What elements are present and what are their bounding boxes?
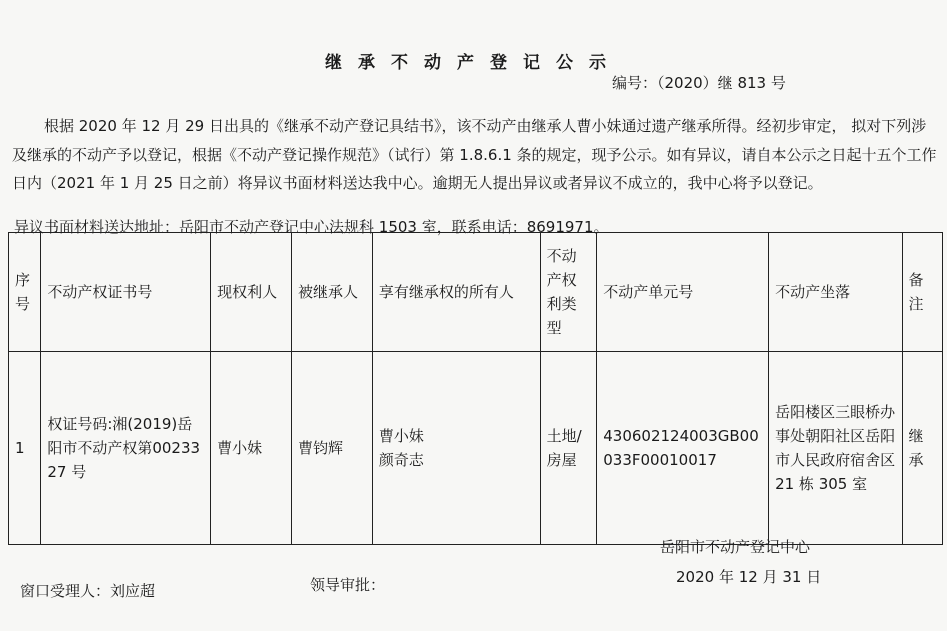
cell-holder: 曹小妹 bbox=[211, 352, 292, 545]
cell-right-type: 土地/房屋 bbox=[540, 352, 597, 545]
header-right-type: 不动产权利类型 bbox=[540, 233, 597, 352]
header-unit-no: 不动产单元号 bbox=[597, 233, 769, 352]
issue-date: 2020 年 12 月 31 日 bbox=[676, 568, 822, 586]
document-number: 编号：（2020）继 813 号 bbox=[612, 74, 786, 92]
objection-address: 异议书面材料送达地址：岳阳市不动产登记中心法规科 1503 室，联系电话：8691971。 bbox=[14, 218, 609, 236]
header-cert-no: 不动产权证书号 bbox=[41, 233, 211, 352]
document-title: 继承不动产登记公示 bbox=[325, 53, 622, 73]
cell-remark: 继承 bbox=[902, 352, 943, 545]
header-location: 不动产坐落 bbox=[769, 233, 902, 352]
announcement-body: 根据 2020 年 12 月 29 日出具的《继承不动产登记具结书》，该不动产由继承人曹小妹通过遗产继承所得。经初步审定， 拟对下列涉及继承的不动产予以登记，根据《不动产登记操作规范》（试行）第 1.8.6.1 条的规定，现予公示。如有异议，请自本公示之日起十五个工作日内（2021 年 1 月 25 日之前）将异议书面材料送达我中心。逾期无人提出异议或者异议不成立的，我中心将予以登记。 bbox=[12, 117, 937, 192]
header-decedent: 被继承人 bbox=[292, 233, 373, 352]
header-heirs: 享有继承权的所有人 bbox=[372, 233, 540, 352]
cell-cert-no: 权证号码:湘(2019)岳阳市不动产权第0023327 号 bbox=[41, 352, 211, 545]
cell-unit-no: 430602124003GB00033F00010017 bbox=[597, 352, 769, 545]
cell-location: 岳阳楼区三眼桥办事处朝阳社区岳阳市人民政府宿舍区 21 栋 305 室 bbox=[769, 352, 902, 545]
header-seq: 序号 bbox=[9, 233, 41, 352]
cell-seq: 1 bbox=[9, 352, 41, 545]
table-row bbox=[9, 352, 943, 545]
header-remark: 备注 bbox=[902, 233, 943, 352]
cell-heirs: 曹小妹 颜奇志 bbox=[372, 352, 540, 545]
issuing-organization: 岳阳市不动产登记中心 bbox=[660, 538, 811, 556]
cell-decedent: 曹钧辉 bbox=[292, 352, 373, 545]
leader-approval: 领导审批： bbox=[310, 576, 386, 594]
table-header-row bbox=[9, 233, 943, 352]
header-holder: 现权利人 bbox=[211, 233, 292, 352]
registration-table bbox=[8, 232, 943, 545]
window-clerk: 窗口受理人：刘应超 bbox=[20, 582, 156, 600]
